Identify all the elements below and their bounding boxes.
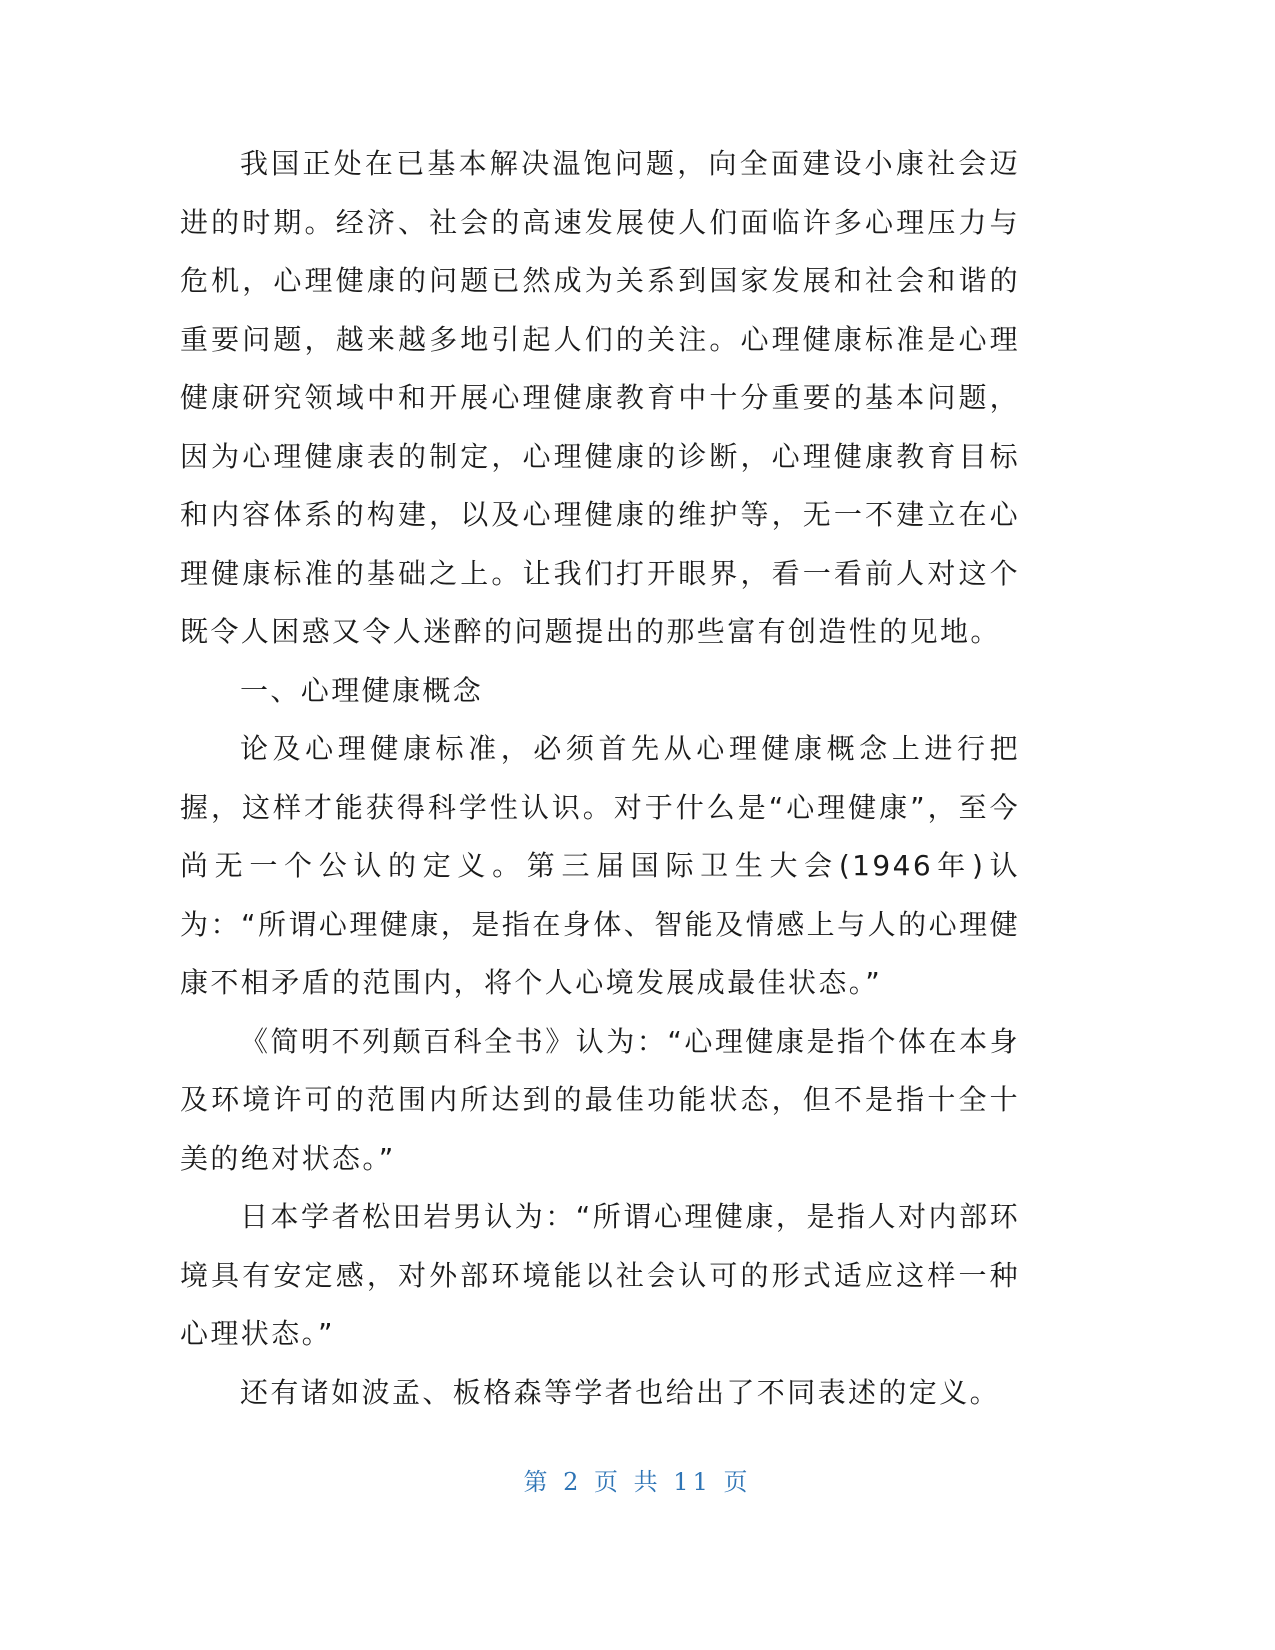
paragraph-britannica: 《简明不列颠百科全书》认为：“心理健康是指个体在本身及环境许可的范围内所达到的最佳功能状态，但不是指十全十美的绝对状态。” (180, 1024, 1020, 1175)
document-body (180, 135, 1020, 1422)
paragraph-intro: 我国正处在已基本解决温饱问题，向全面建设小康社会迈进的时期。经济、社会的高速发展使人们面临许多心理压力与危机，心理健康的问题已然成为关系到国家发展和社会和谐的重要问题，越来越多地引起人们的关注。心理健康标准是心理健康研究领域中和开展心理健康教育中十分重要的基本问题，因为心理健康表的制定，心理健康的诊断，心理健康教育目标和内容体系的构建，以及心理健康的维护等，无一不建立在心理健康标准的基础之上。让我们打开眼界，看一看前人对这个既令人困惑又令人迷醉的问题提出的那些富有创造性的见地。 (180, 147, 1020, 648)
section-heading: 一、心理健康概念 (240, 673, 484, 707)
page-number-label: 第 2 页 共 11 页 (523, 1468, 752, 1496)
page-footer (0, 1462, 1275, 1497)
paragraph-definition: 论及心理健康标准，必须首先从心理健康概念上进行把握，这样才能获得科学性认识。对于什么是“心理健康”，至今尚无一个公认的定义。第三届国际卫生大会(1946年)认为：“所谓心理健康，是指在身体、智能及情感上与人的心理健康不相矛盾的范围内，将个人心境发展成最佳状态。” (180, 732, 1020, 999)
paragraph-others: 还有诸如波孟、板格森等学者也给出了不同表述的定义。 (240, 1375, 1001, 1409)
paragraph-matsuda: 日本学者松田岩男认为：“所谓心理健康，是指人对内部环境具有安定感，对外部环境能以社会认可的形式适应这样一种心理状态。” (180, 1200, 1020, 1350)
